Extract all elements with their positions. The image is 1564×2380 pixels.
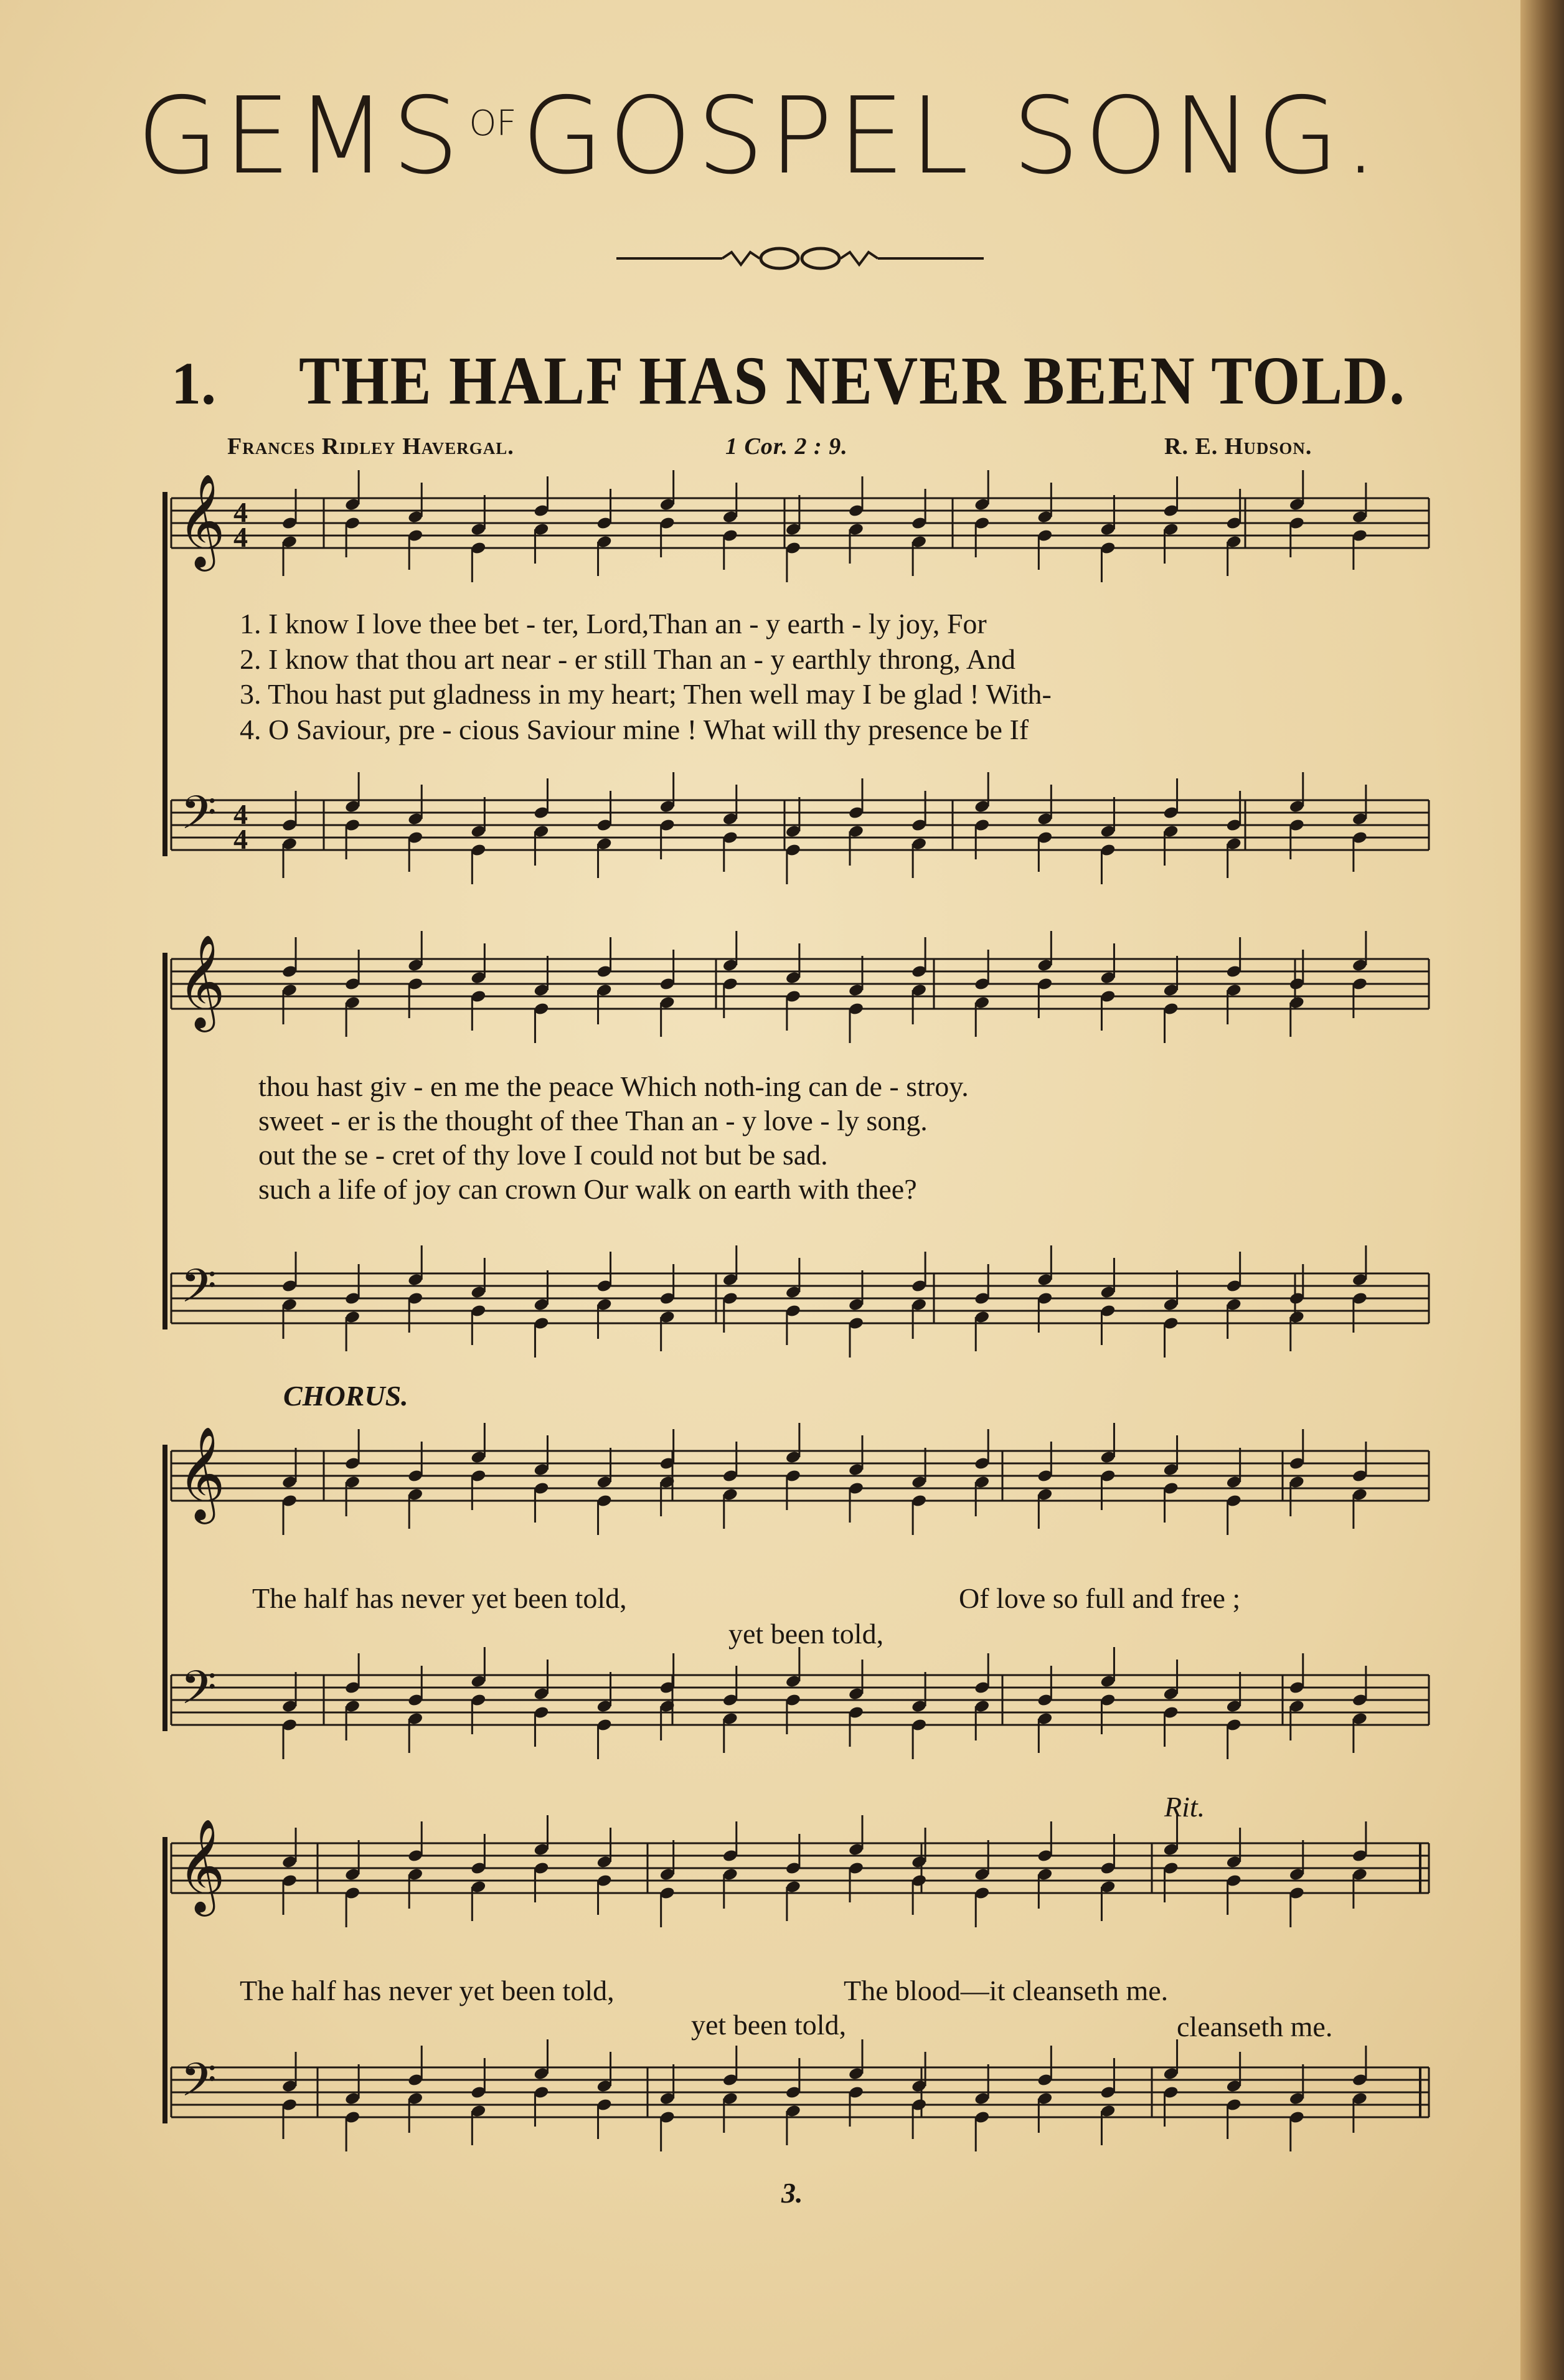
chorus-line-4: The blood—it cleanseth me. bbox=[844, 1975, 1169, 2006]
bass-clef-icon: 𝄢 bbox=[181, 786, 217, 851]
time-signature: 4 bbox=[233, 521, 248, 553]
book-title-gospel-song: GOSPEL SONG. bbox=[521, 75, 1383, 198]
chorus-line-1-echo: yet been told, bbox=[728, 1618, 884, 1650]
page-number: 3. bbox=[781, 2177, 803, 2209]
chorus-label: CHORUS. bbox=[283, 1380, 408, 1412]
verse-4-line-2: such a life of joy can crown Our walk on earth with thee? bbox=[258, 1173, 917, 1205]
rit-label: Rit. bbox=[1164, 1791, 1205, 1823]
chorus-line-2: Of love so full and free ; bbox=[959, 1582, 1241, 1614]
treble-clef-icon: 𝄞 bbox=[177, 933, 225, 1028]
verse-1-line-2: thou hast giv - en me the peace Which noth-ing can de - stroy. bbox=[258, 1070, 969, 1102]
chorus-line-3: The half has never yet been told, bbox=[240, 1975, 615, 2006]
verse-2-line-2: sweet - er is the thought of thee Than an - y love - ly song. bbox=[258, 1105, 928, 1136]
hymn-scripture: 1 Cor. 2 : 9. bbox=[725, 433, 848, 460]
verse-4-line-1: 4. O Saviour, pre - cious Saviour mine ! What will thy presence be If bbox=[240, 714, 1029, 745]
verse-2-line-1: 2. I know that thou art near - er still Than an - y earthly throng, And bbox=[240, 643, 1015, 675]
hymn-author: Frances Ridley Havergal. bbox=[227, 433, 514, 460]
treble-clef-icon: 𝄞 bbox=[177, 1818, 225, 1912]
hymn-number: 1. bbox=[171, 350, 216, 417]
verse-3-line-1: 3. Thou hast put gladness in my heart; Then well may I be glad ! With- bbox=[240, 678, 1052, 710]
book-title-gems: GEMS bbox=[136, 75, 464, 198]
chorus-line-1: The half has never yet been told, bbox=[252, 1582, 627, 1614]
time-signature: 4 bbox=[233, 496, 248, 528]
bass-clef-icon: 𝄢 bbox=[181, 1259, 217, 1325]
book-title-of: OF bbox=[469, 103, 517, 144]
time-signature: 4 bbox=[233, 823, 248, 855]
hymn-title: THE HALF HAS NEVER BEEN TOLD. bbox=[299, 342, 1406, 418]
chorus-line-4-echo: cleanseth me. bbox=[1177, 2011, 1333, 2042]
treble-clef-icon: 𝄞 bbox=[177, 1425, 225, 1520]
verse-1-line-1: 1. I know I love thee bet - ter, Lord,Than an - y earth - ly joy, For bbox=[240, 608, 987, 640]
time-signature: 4 bbox=[233, 798, 248, 830]
bass-clef-icon: 𝄢 bbox=[181, 1661, 217, 1726]
bass-clef-icon: 𝄢 bbox=[181, 2053, 217, 2118]
chorus-line-3-echo: yet been told, bbox=[691, 2009, 847, 2041]
treble-clef-icon: 𝄞 bbox=[177, 473, 225, 567]
verse-3-line-2: out the se - cret of thy love I could not but be sad. bbox=[258, 1139, 828, 1171]
hymn-composer: R. E. Hudson. bbox=[1164, 433, 1312, 460]
